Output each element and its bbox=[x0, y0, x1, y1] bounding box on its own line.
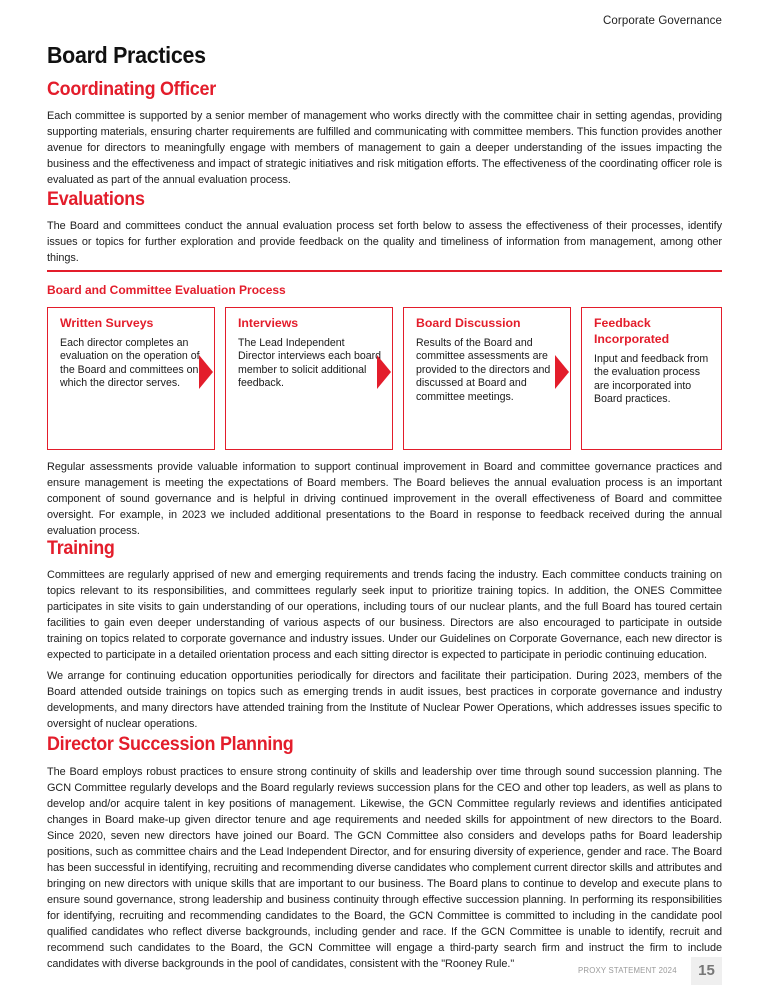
section-divider bbox=[47, 270, 722, 272]
page-number: 15 bbox=[691, 957, 722, 985]
section-heading-succession: Director Succession Planning bbox=[47, 733, 294, 755]
step-title: Interviews bbox=[238, 316, 299, 330]
step-title: Board Discussion bbox=[416, 316, 521, 330]
training-paragraph-2: We arrange for continuing education opportunities periodically for directors and facilitate their participation. During 2023, members of the Board attended outside trainings on topics such as emerging trends in audit issues, best practices in corporate governance and industry developments, and many directors have attended training from the Institute of Nuclear Power Operations, which addresses issues specific to oversight of nuclear operations. bbox=[47, 670, 722, 730]
arrow-right-icon bbox=[199, 355, 213, 389]
step-text: Results of the Board and committee assessments are provided to the directors and discussed at Board and committee meetings. bbox=[416, 337, 551, 403]
process-step-interviews bbox=[225, 307, 393, 450]
footer-label: PROXY STATEMENT 2024 bbox=[578, 966, 677, 975]
arrow-right-icon bbox=[555, 355, 569, 389]
step-text: The Lead Independent Director interviews each board member to solicit additional feedback. bbox=[238, 337, 382, 390]
process-step-board-discussion bbox=[403, 307, 571, 450]
section-heading-evaluations: Evaluations bbox=[47, 188, 145, 210]
step-text: Input and feedback from the evaluation process are incorporated into Board practices. bbox=[594, 353, 709, 406]
section-heading-training: Training bbox=[47, 537, 115, 559]
process-title: Board and Committee Evaluation Process bbox=[47, 283, 286, 297]
evaluations-intro-paragraph: The Board and committees conduct the annual evaluation process set forth below to assess the effectiveness of their processes, identify issues or topics for further exploration and provide feedback on the quality and timeliness of information from management, among other things. bbox=[47, 220, 722, 264]
process-step-feedback-incorporated bbox=[581, 307, 722, 450]
section-heading-coordinating-officer: Coordinating Officer bbox=[47, 78, 216, 100]
step-text: Each director completes an evaluation on the operation of the Board and committees on which the director serves. bbox=[60, 337, 200, 390]
page-title: Board Practices bbox=[47, 42, 206, 68]
step-title: Feedback Incorporated bbox=[594, 316, 670, 346]
process-step-written-surveys bbox=[47, 307, 215, 450]
running-head: Corporate Governance bbox=[603, 15, 722, 27]
evaluations-conclusion-paragraph: Regular assessments provide valuable information to support continual improvement in Board and committee governance practices and ensure management is meeting the expectations of Board members. The Board believes the annual evaluation process is an important component of sound governance and is helpful in driving continued improvement in the overall effectiveness of Board and committee oversight. For example, in 2023 we included additional presentations to the Board in response to feedback received during the annual evaluation process. bbox=[47, 461, 722, 537]
step-title: Written Surveys bbox=[60, 316, 154, 330]
coordinating-officer-paragraph: Each committee is supported by a senior member of management who works directly with the committee chair in setting agendas, providing supporting materials, ensuring charter requirements are fulfilled and communicating with committee members. This function provides another avenue for directors to meaningfully engage with members of management to gain a deeper understanding of the issues impacting the business and the effectiveness and impact of strategic initiatives and risk mitigation efforts. The effectiveness of the coordinating officer role is evaluated as part of the annual evaluation process. bbox=[47, 110, 722, 186]
succession-paragraph: The Board employs robust practices to ensure strong continuity of skills and leadership over time through sound succession planning. The GCN Committee regularly develops and the Board regularly reviews succession plans for the CEO and other top leaders, as well as plans to develop and/or acquire talent in key positions of management. Likewise, the GCN Committee regularly reviews and identifies anticipated changes in Board make-up given director tenure and age requirements and needed skills for appointment of new directors to the Board. Since 2020, seven new directors have joined our Board. The GCN Committee also considers and develops paths for Board leadership positions, such as committee chairs and the Lead Independent Director, and for ensuring diversity of experience, gender and race. The Board has been successful in identifying, recruiting and recommending diverse candidates who complement current director skills and attributes and bringing on new directors with unique skills that are important to our business. The Board plans to continue to develop and execute plans to ensure sound governance, strong leadership and business continuity through effective succession planning. In performing its responsibilities for identifying, recruiting and recommending candidates to the Board, the GCN Committee is committed to including in the candidate pool qualified candidates who reflect diverse backgrounds, including gender and race. If the GCN Committee is unable to identify, recruit and recommend such candidates to the Board, the GCN Committee will engage a third-party search firm and instruct the firm to include candidates with diverse backgrounds in the pool of candidates, consistent with the "Rooney Rule." bbox=[47, 766, 722, 970]
arrow-right-icon bbox=[377, 355, 391, 389]
training-paragraph-1: Committees are regularly apprised of new and emerging requirements and trends facing the industry. Each committee conducts training on topics relevant to its responsibilities, and committees regularly seek input to prioritize training topics. In addition, the ONES Committee participates in site visits to gain understanding of our operations, including tours of our nuclear plants, and the full Board has toured certain facilities to gain even deeper understanding of various aspects of our business. Directors are also encouraged to participate in outside training on topics related to corporate governance and industry issues. Under our Guidelines on Corporate Governance, each new director is expected to participate in a detailed orientation process and each sitting director is expected to participate in periodic continuing education. bbox=[47, 569, 722, 661]
